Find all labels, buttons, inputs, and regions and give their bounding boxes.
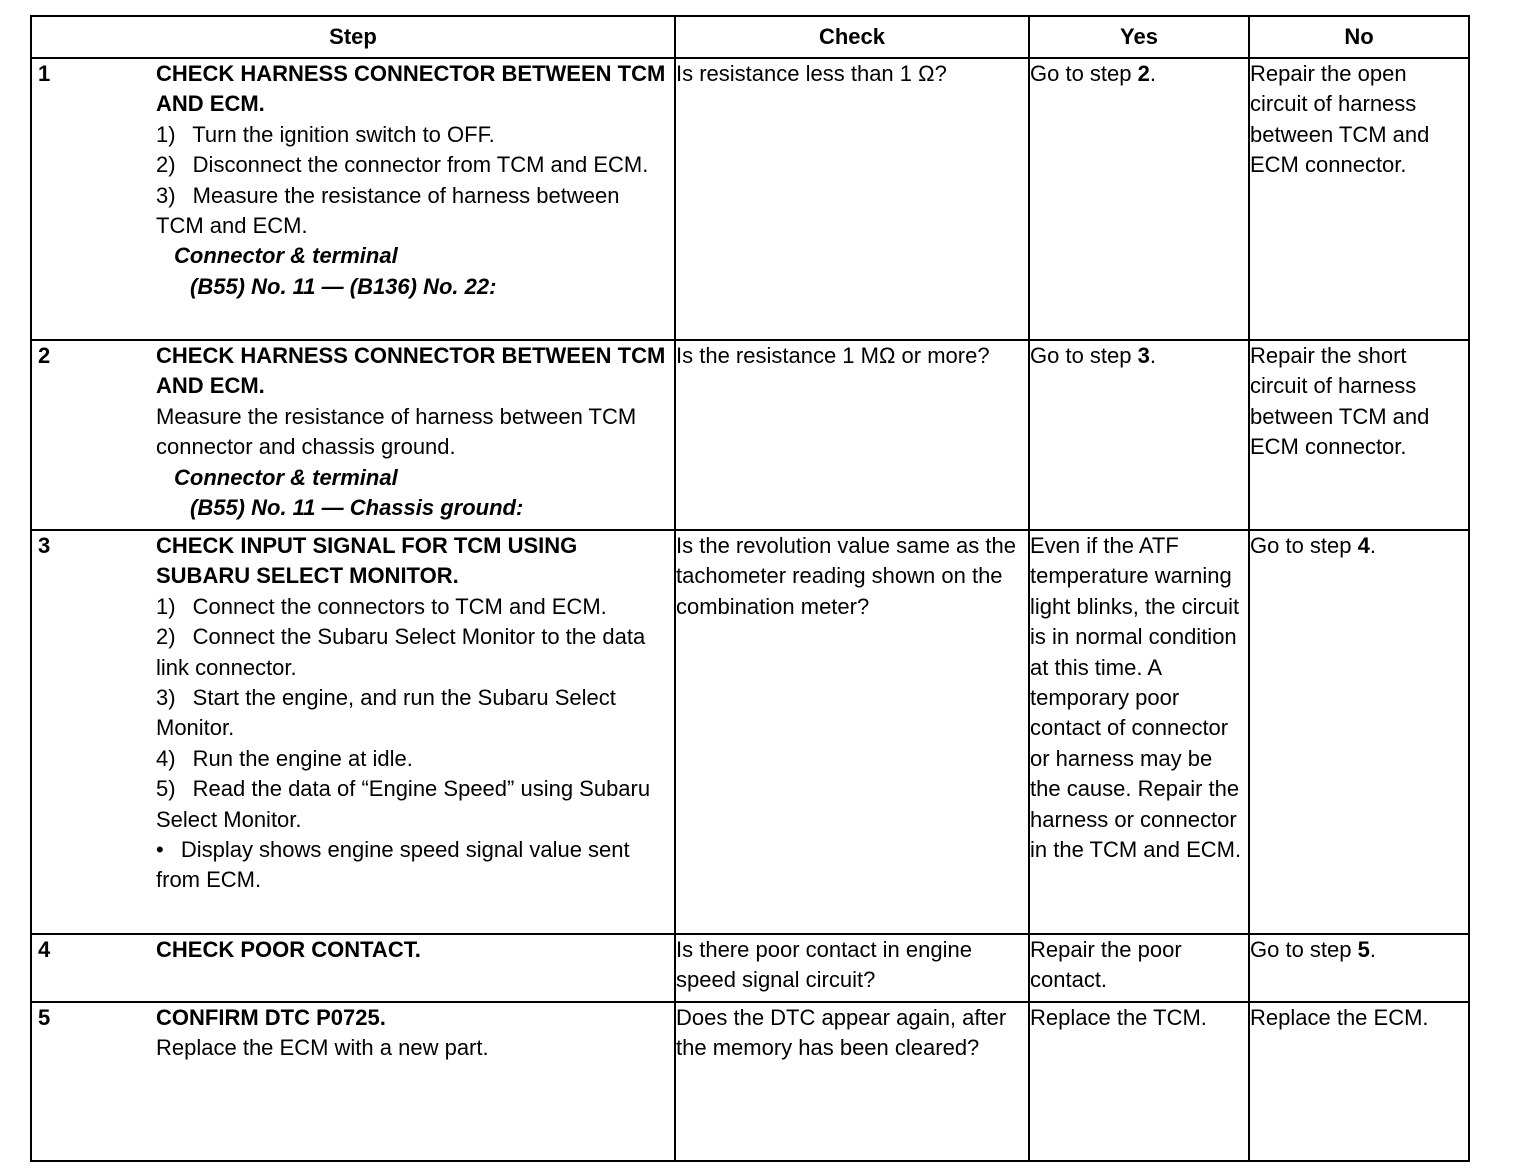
step-title: CHECK INPUT SIGNAL FOR TCM USING SUBARU SELECT MONITOR.	[156, 533, 578, 589]
yes-step-ref: 3	[1137, 343, 1150, 368]
table-row	[31, 934, 1469, 1002]
header-check: Check	[675, 16, 1029, 58]
no-cell: Go to step 5.	[1249, 934, 1469, 1002]
step-cell	[31, 1002, 675, 1161]
no-text: Go to step	[1250, 533, 1358, 558]
table-row	[31, 1002, 1469, 1161]
yes-text: Go to step	[1030, 61, 1138, 86]
no-cell: Repair the short circuit of harness between TCM and ECM connector.	[1249, 340, 1469, 530]
check-cell: Is the revolution value same as the tachometer reading shown on the combination meter?	[675, 530, 1029, 934]
step-number: 1	[38, 61, 51, 86]
step-line: 5) Read the data of “Engine Speed” using Subaru Select Monitor.	[156, 776, 651, 832]
step-line: 4) Run the engine at idle.	[156, 745, 413, 771]
no-step-ref: 4	[1357, 533, 1370, 558]
connector-terminals: (B55) No. 11 — (B136) No. 22:	[190, 273, 497, 299]
header-yes: Yes	[1029, 16, 1249, 58]
check-cell: Does the DTC appear again, after the memory has been cleared?	[675, 1002, 1029, 1161]
step-line: 2) Connect the Subaru Select Monitor to the data link connector.	[156, 624, 646, 680]
step-cell	[31, 58, 675, 340]
step-line: 3) Start the engine, and run the Subaru Select Monitor.	[156, 685, 616, 741]
yes-cell: Even if the ATF temperature warning light blinks, the circuit is in normal condition at this time. A temporary poor contact of connector or harness may be the cause. Repair the harness or connector in the TCM and ECM.	[1029, 530, 1249, 934]
step-line: 1) Connect the connectors to TCM and ECM.	[156, 593, 607, 619]
step-line: • Display shows engine speed signal value sent from ECM.	[156, 837, 630, 893]
step-line: 2) Disconnect the connector from TCM and ECM.	[156, 152, 649, 178]
step-number: 4	[38, 937, 51, 962]
table-row	[31, 530, 1469, 934]
check-cell: Is resistance less than 1 Ω?	[675, 58, 1029, 340]
header-row	[31, 16, 1469, 58]
step-number: 5	[38, 1005, 51, 1030]
no-cell: Replace the ECM.	[1249, 1002, 1469, 1161]
yes-cell: Replace the TCM.	[1029, 1002, 1249, 1161]
step-cell	[31, 934, 675, 1002]
step-line: 1) Turn the ignition switch to OFF.	[156, 121, 495, 147]
no-step-ref: 5	[1357, 937, 1370, 962]
connector-label: Connector & terminal	[174, 243, 398, 269]
connector-terminals: (B55) No. 11 — Chassis ground:	[190, 495, 524, 521]
no-text: Go to step	[1250, 937, 1358, 962]
yes-step-ref: 2	[1137, 61, 1150, 86]
no-cell: Repair the open circuit of harness between TCM and ECM connector.	[1249, 58, 1469, 340]
yes-cell: Go to step 2.	[1029, 58, 1249, 340]
check-cell: Is the resistance 1 MΩ or more?	[675, 340, 1029, 530]
header-no: No	[1249, 16, 1469, 58]
step-number: 3	[38, 533, 51, 558]
diagnostic-table	[30, 15, 1470, 1162]
step-cell	[31, 530, 675, 934]
check-cell: Is there poor contact in engine speed signal circuit?	[675, 934, 1029, 1002]
table-row	[31, 58, 1469, 340]
step-title: CHECK HARNESS CONNECTOR BETWEEN TCM AND ECM.	[156, 343, 666, 399]
step-number: 2	[38, 343, 51, 368]
yes-cell: Go to step 3.	[1029, 340, 1249, 530]
connector-label: Connector & terminal	[174, 464, 398, 490]
step-line: 3) Measure the resistance of harness between TCM and ECM.	[156, 182, 620, 239]
yes-cell: Repair the poor contact.	[1029, 934, 1249, 1002]
step-line: Measure the resistance of harness between TCM connector and chassis ground.	[156, 403, 637, 460]
step-title: CHECK POOR CONTACT.	[156, 937, 421, 962]
yes-text: Go to step	[1030, 343, 1138, 368]
step-title: CONFIRM DTC P0725.	[156, 1005, 386, 1030]
step-cell	[31, 340, 675, 530]
no-cell: Go to step 4.	[1249, 530, 1469, 934]
header-step: Step	[31, 16, 675, 58]
table-row	[31, 340, 1469, 530]
step-title: CHECK HARNESS CONNECTOR BETWEEN TCM AND ECM.	[156, 61, 666, 117]
step-line: Replace the ECM with a new part.	[156, 1035, 489, 1061]
